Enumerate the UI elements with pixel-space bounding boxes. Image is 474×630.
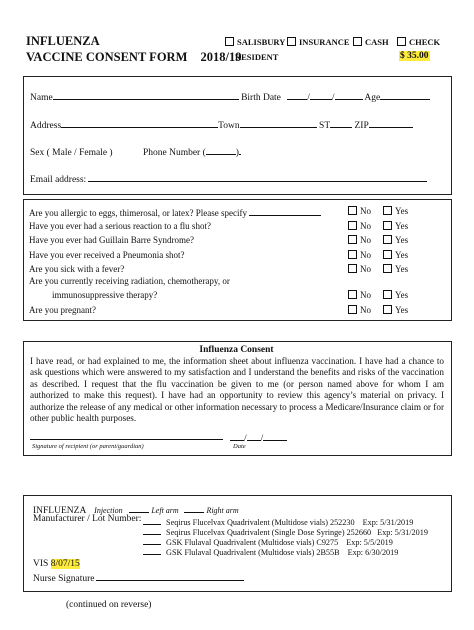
right-arm-field[interactable] [184,503,204,513]
answer-no[interactable]: No [348,305,371,315]
question-allergies: Are you allergic to eggs, thimerosal, or latex? Please specify [29,206,321,218]
town-field[interactable] [240,118,317,128]
checkbox-icon[interactable] [348,250,357,259]
address-field[interactable] [61,118,218,128]
checkbox-icon[interactable] [348,290,357,299]
payment-option-check[interactable]: CHECK [397,37,440,47]
price-badge: $ 35.00 [400,51,429,61]
sex-selector[interactable]: Sex ( Male / Female ) [30,148,113,158]
left-arm-field[interactable] [129,503,149,513]
address-row: Address Town ST ZIP [30,118,413,131]
consent-date-row: / / [230,431,287,444]
answer-no[interactable]: No [348,290,371,300]
question-pregnant: Are you pregnant? [29,305,96,315]
nurse-signature-field[interactable] [96,571,244,581]
checkbox-icon[interactable] [225,37,234,46]
answer-no[interactable]: No [348,250,371,260]
answer-yes[interactable]: Yes [383,206,408,216]
consent-title: Influenza Consent [199,345,274,355]
checkbox-icon[interactable] [383,221,392,230]
checkbox-icon[interactable] [353,37,362,46]
name-row: Name Birth Date / / Age [30,90,430,103]
answer-yes[interactable]: Yes [383,305,408,315]
signature-caption: Signature of recipient (or parent/guardian) [32,443,144,450]
allergy-specify-field[interactable] [249,206,321,216]
vaccine-select-field[interactable] [143,515,161,525]
question-pneumonia: Have you ever received a Pneumonia shot? [29,250,185,260]
form-year: 2018/19 [200,50,242,64]
injection-row: INFLUENZA Injection Left arm Right arm [33,503,239,516]
answer-yes[interactable]: Yes [383,250,408,260]
birth-day-field[interactable] [310,90,332,100]
vaccine-select-field[interactable] [143,535,161,545]
checkbox-icon[interactable] [383,235,392,244]
form-title-line2 [26,50,241,65]
answer-no[interactable]: No [348,235,371,245]
name-field[interactable] [53,90,239,100]
sex-phone-row: Sex ( Male / Female ) Phone Number ( ) [30,145,241,158]
signature-line[interactable] [30,439,223,440]
birth-year-field[interactable] [335,90,363,100]
vaccine-option[interactable]: GSK Flulaval Quadrivalent (Multidose vials) 2B55B Exp: 6/30/2019 [143,545,398,557]
zip-field[interactable] [369,118,413,128]
question-guillain-barre: Have you ever had Guillain Barre Syndrome? [29,235,194,245]
checkbox-icon[interactable] [383,206,392,215]
age-field[interactable] [380,90,430,100]
vaccine-option[interactable]: GSK Flulaval Quadrivalent (Multidose vials) C9275 Exp: 5/5/2019 [143,535,393,547]
vaccine-option[interactable]: Seqirus Flucelvax Quadrivalent (Multidose vials) 252230 Exp: 5/31/2019 [143,515,413,527]
payment-option-cash[interactable]: CASH [353,37,389,47]
answer-yes[interactable]: Yes [383,264,408,274]
email-row: Email address: [30,172,427,185]
birth-month-field[interactable] [287,90,307,100]
phone-area-code-field[interactable] [206,145,236,155]
state-field[interactable] [330,118,352,128]
checkbox-icon[interactable] [287,37,296,46]
vis-date: 8/07/15 [50,559,80,569]
checkbox-icon[interactable] [348,264,357,273]
question-therapy: Are you currently receiving radiation, chemotherapy, or [29,276,230,286]
nurse-row: Nurse Signature [33,571,244,584]
email-field[interactable] [88,172,427,182]
checkbox-icon[interactable] [383,250,392,259]
answer-no[interactable]: No [348,264,371,274]
checkbox-icon[interactable] [397,37,406,46]
answer-yes[interactable]: Yes [383,235,408,245]
date-day-field[interactable] [247,431,261,441]
checkbox-icon[interactable] [383,290,392,299]
question-therapy-cont: immunosuppressive therapy? [52,290,158,300]
date-caption: Date [233,443,246,450]
checkbox-icon[interactable] [348,221,357,230]
form-title-line1: INFLUENZA [26,34,100,48]
payment-option-salisbury[interactable]: SALISBURY [225,37,285,47]
checkbox-icon[interactable] [383,305,392,314]
question-flu-reaction: Have you ever had a serious reaction to a flu shot? [29,221,211,231]
checkbox-icon[interactable] [348,305,357,314]
vaccine-select-field[interactable] [143,525,161,535]
date-month-field[interactable] [230,431,244,441]
vaccine-select-field[interactable] [143,545,161,555]
form-title-text: VACCINE CONSENT FORM [26,50,188,64]
payment-option-insurance[interactable]: INSURANCE [287,37,350,47]
checkbox-icon[interactable] [348,206,357,215]
question-fever: Are you sick with a fever? [29,264,125,274]
checkbox-icon[interactable] [348,235,357,244]
checkbox-icon[interactable] [383,264,392,273]
vis-row: VIS 8/07/15 [33,559,80,569]
manufacturer-label: Manufacturer / Lot Number: [33,514,142,524]
answer-no[interactable]: No [348,206,371,216]
continued-note: (continued on reverse) [66,600,152,610]
date-year-field[interactable] [263,431,287,441]
answer-yes[interactable]: Yes [383,221,408,231]
consent-body: I have read, or had explained to me, the information sheet about influenza vaccination. I have had a chance to ask questions which were answered to my satisfaction and I understand the benefits and risks of the vaccination as described. I request that the flu vaccination be given to me (or person named above for whom I am authorized to make this request). I have had an opportunity to review this agency’s material on privacy. I authorize the release of any medical or other information necessary to process a Medicare/Insurance claim or for other public health purposes. [30,356,444,424]
resident-label: RESIDENT [235,52,279,62]
answer-no[interactable]: No [348,221,371,231]
vaccine-option[interactable]: Seqirus Flucelvax Quadrivalent (Single Dose Syringe) 252660 Exp: 5/31/2019 [143,525,428,537]
answer-yes[interactable]: Yes [383,290,408,300]
